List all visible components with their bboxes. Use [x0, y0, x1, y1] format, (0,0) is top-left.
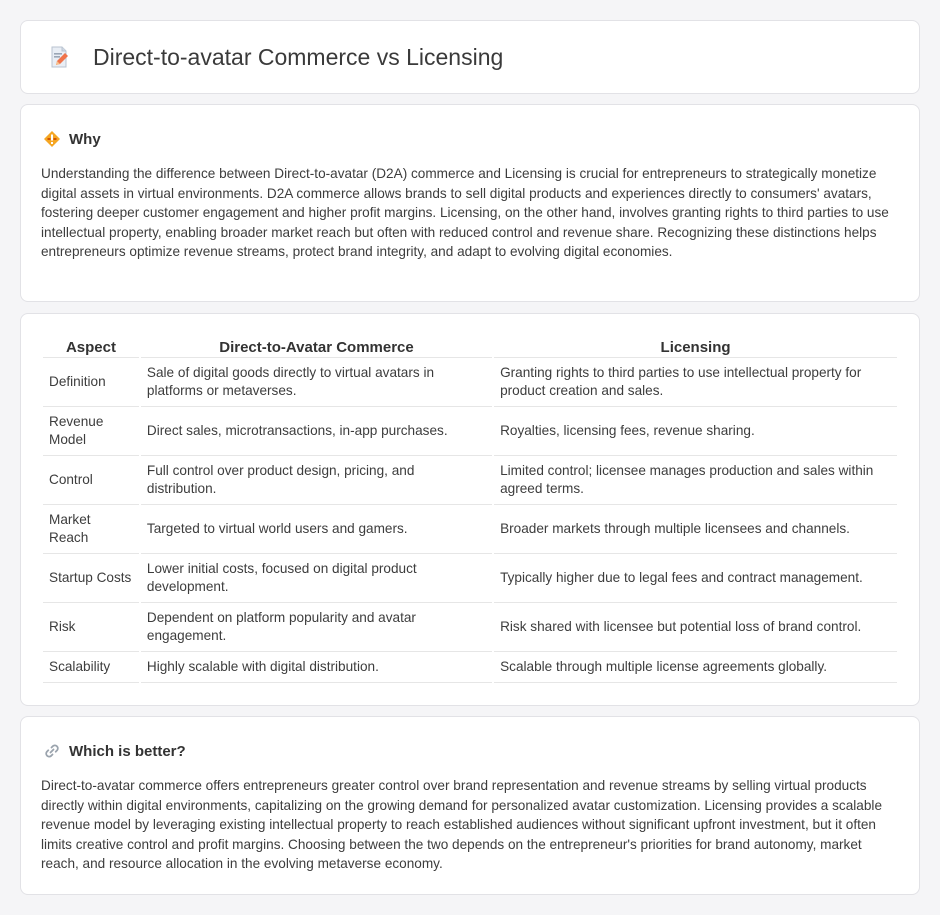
cell-d2a: Full control over product design, pricing, and distribution. [141, 456, 492, 505]
cell-licensing: Scalable through multiple license agreements globally. [494, 652, 897, 683]
page-title: Direct-to-avatar Commerce vs Licensing [93, 43, 504, 70]
table-row [43, 456, 897, 505]
cell-aspect: Risk [43, 603, 139, 652]
table-row [43, 554, 897, 603]
why-text: Understanding the difference between Direct-to-avatar (D2A) commerce and Licensing is crucial for entrepreneurs to strategically monetize digital assets in virtual environments. D2A commerce allows brands to sell digital products and experiences directly to consumers' avatars, fostering deeper customer engagement and higher profit margins. Licensing, on the other hand, involves granting rights to third parties to use intellectual property, enabling broader market reach but often with reduced control and revenue share. Recognizing these distinctions helps entrepreneurs optimize revenue streams, protect brand integrity, and adapt to evolving digital economies. [41, 166, 889, 259]
document-edit-icon [47, 45, 71, 69]
table-row [43, 407, 897, 456]
table-row [43, 603, 897, 652]
table-header-row [43, 336, 897, 358]
cell-aspect: Revenue Model [43, 407, 139, 456]
header-d2a: Direct-to-Avatar Commerce [141, 336, 492, 358]
table-row [43, 505, 897, 554]
cell-licensing: Royalties, licensing fees, revenue sharing. [494, 407, 897, 456]
why-section [20, 104, 920, 302]
cell-d2a: Lower initial costs, focused on digital product development. [141, 554, 492, 603]
header-licensing: Licensing [494, 336, 897, 358]
cell-d2a: Dependent on platform popularity and avatar engagement. [141, 603, 492, 652]
diamond-sign-icon [43, 130, 61, 148]
title-card [20, 20, 920, 94]
cell-licensing: Limited control; licensee manages production and sales within agreed terms. [494, 456, 897, 505]
cell-d2a: Targeted to virtual world users and gamers. [141, 505, 492, 554]
better-text: Direct-to-avatar commerce offers entrepreneurs greater control over brand representation and revenue streams by selling virtual products directly within digital environments, capitalizing on the growing demand for personalized avatar customization. Licensing provides a scalable revenue model by leveraging existing intellectual property to reach established audiences without significant upfront investment, but it often limits creative control and profit margins. Choosing between the two depends on the entrepreneur's priorities for brand autonomy, market reach, and resource allocation in the evolving metaverse economy. [41, 778, 883, 871]
cell-licensing: Typically higher due to legal fees and contract management. [494, 554, 897, 603]
link-icon [43, 742, 61, 760]
cell-aspect: Scalability [43, 652, 139, 683]
comparison-card [20, 313, 920, 706]
cell-aspect: Control [43, 456, 139, 505]
cell-licensing: Granting rights to third parties to use intellectual property for product creation and sales. [494, 358, 897, 407]
table-row [43, 652, 897, 683]
why-heading: Why [69, 130, 101, 148]
cell-licensing: Risk shared with licensee but potential loss of brand control. [494, 603, 897, 652]
cell-aspect: Definition [43, 358, 139, 407]
better-section [20, 716, 920, 895]
better-heading: Which is better? [69, 742, 186, 760]
cell-aspect: Startup Costs [43, 554, 139, 603]
cell-d2a: Direct sales, microtransactions, in-app purchases. [141, 407, 492, 456]
cell-d2a: Highly scalable with digital distribution. [141, 652, 492, 683]
header-aspect: Aspect [43, 336, 139, 358]
cell-d2a: Sale of digital goods directly to virtual avatars in platforms or metaverses. [141, 358, 492, 407]
comparison-table [41, 336, 899, 683]
cell-licensing: Broader markets through multiple licensees and channels. [494, 505, 897, 554]
table-row [43, 358, 897, 407]
cell-aspect: Market Reach [43, 505, 139, 554]
